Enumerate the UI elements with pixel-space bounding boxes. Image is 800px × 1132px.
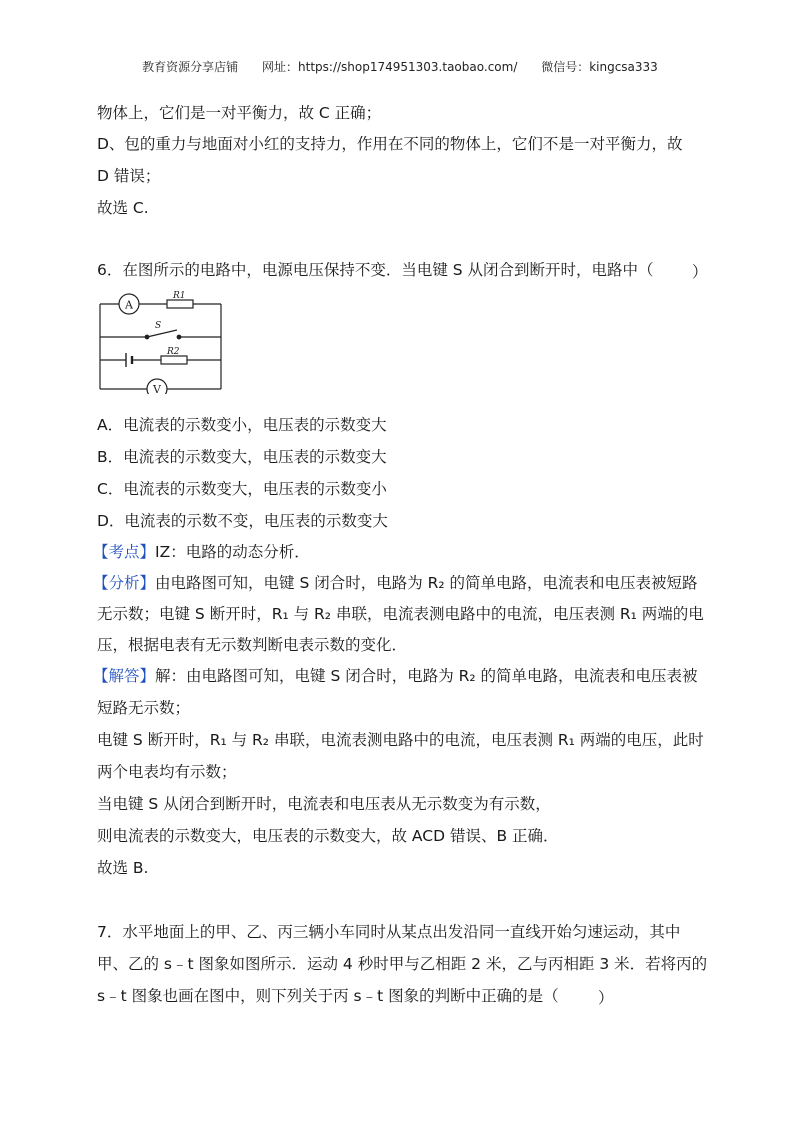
text-line: 两个电表均有示数； [97,763,237,781]
fenxi-line [93,573,698,593]
text-line: s﹣t 图象也画在图中，则下列关于丙 s﹣t 图象的判断中正确的是（ [97,987,559,1005]
text-line: 故选 B. [97,859,149,877]
text-line: 甲、乙的 s﹣t 图象如图所示．运动 4 秒时甲与乙相距 2 米，乙与丙相距 3 米．若将丙的 [97,955,708,973]
fenxi-text: 由电路图可知，电键 S 闭合时，电路为 R₂ 的简单电路，电流表和电压表被短路 [155,574,698,592]
text-line: 则电流表的示数变大，电压表的示数变大，故 ACD 错误、B 正确． [97,827,559,845]
kaodian-line [93,542,310,562]
text-line: 故选 C. [97,199,149,217]
option-c: C．电流表的示数变大，电压表的示数变小 [97,480,387,498]
kaodian-text: IZ：电路的动态分析． [155,543,310,561]
header-wechat: 微信号：kingcsa333 [541,60,658,74]
text-line: 短路无示数； [97,699,191,717]
text-line: 压，根据电表有无示数判断电表示数的变化． [97,636,408,654]
option-a: A．电流表的示数变小，电压表的示数变大 [97,416,387,434]
answer-bracket: ） [692,263,708,281]
r1-label: R1 [173,291,186,301]
jieda-tag: 【解答】 [93,667,156,685]
option-d: D．电流表的示数不变，电压表的示数变大 [97,512,388,530]
jieda-line [93,666,698,686]
answer-bracket: ） [598,989,614,1007]
question-7-stem: 7．水平地面上的甲、乙、丙三辆小车同时从某点出发沿同一直线开始匀速运动，其中 [97,923,681,941]
option-b: B．电流表的示数变大，电压表的示数变大 [97,448,387,466]
header-url: 网址：https://shop174951303.taobao.com/ [262,60,518,74]
header-shop: 教育资源分享店铺 [142,60,239,74]
question-6-stem: 6．在图所示的电路中，电源电压保持不变．当电键 S 从闭合到断开时，电路中（ [97,261,654,279]
text-line: 物体上，它们是一对平衡力，故 C 正确； [97,104,382,122]
switch-label: S [155,321,162,331]
resistor-r2 [161,356,187,364]
circuit-diagram [97,290,227,394]
text-line: 电键 S 断开时，R₁ 与 R₂ 串联，电流表测电路中的电流，电压表测 R₁ 两端的电压，此时 [97,731,704,749]
fenxi-tag: 【分析】 [93,574,156,592]
ammeter-label: A [125,298,133,312]
kaodian-tag: 【考点】 [93,543,156,561]
r2-label: R2 [167,347,180,357]
switch-blade [147,330,177,337]
jieda-text: 解：由电路图可知，电键 S 闭合时，电路为 R₂ 的简单电路，电流表和电压表被 [155,667,698,685]
text-line: D 错误； [97,167,161,185]
resistor-r1 [167,300,193,308]
page-header [0,58,800,75]
voltmeter-label: V [153,383,161,394]
text-line: 当电键 S 从闭合到断开时，电流表和电压表从无示数变为有示数， [97,795,551,813]
text-line: D、包的重力与地面对小红的支持力，作用在不同的物体上，它们不是一对平衡力，故 [97,135,683,153]
text-line: 无示数；电键 S 断开时，R₁ 与 R₂ 串联，电流表测电路中的电流，电压表测 R₁ 两端的电 [97,605,704,623]
